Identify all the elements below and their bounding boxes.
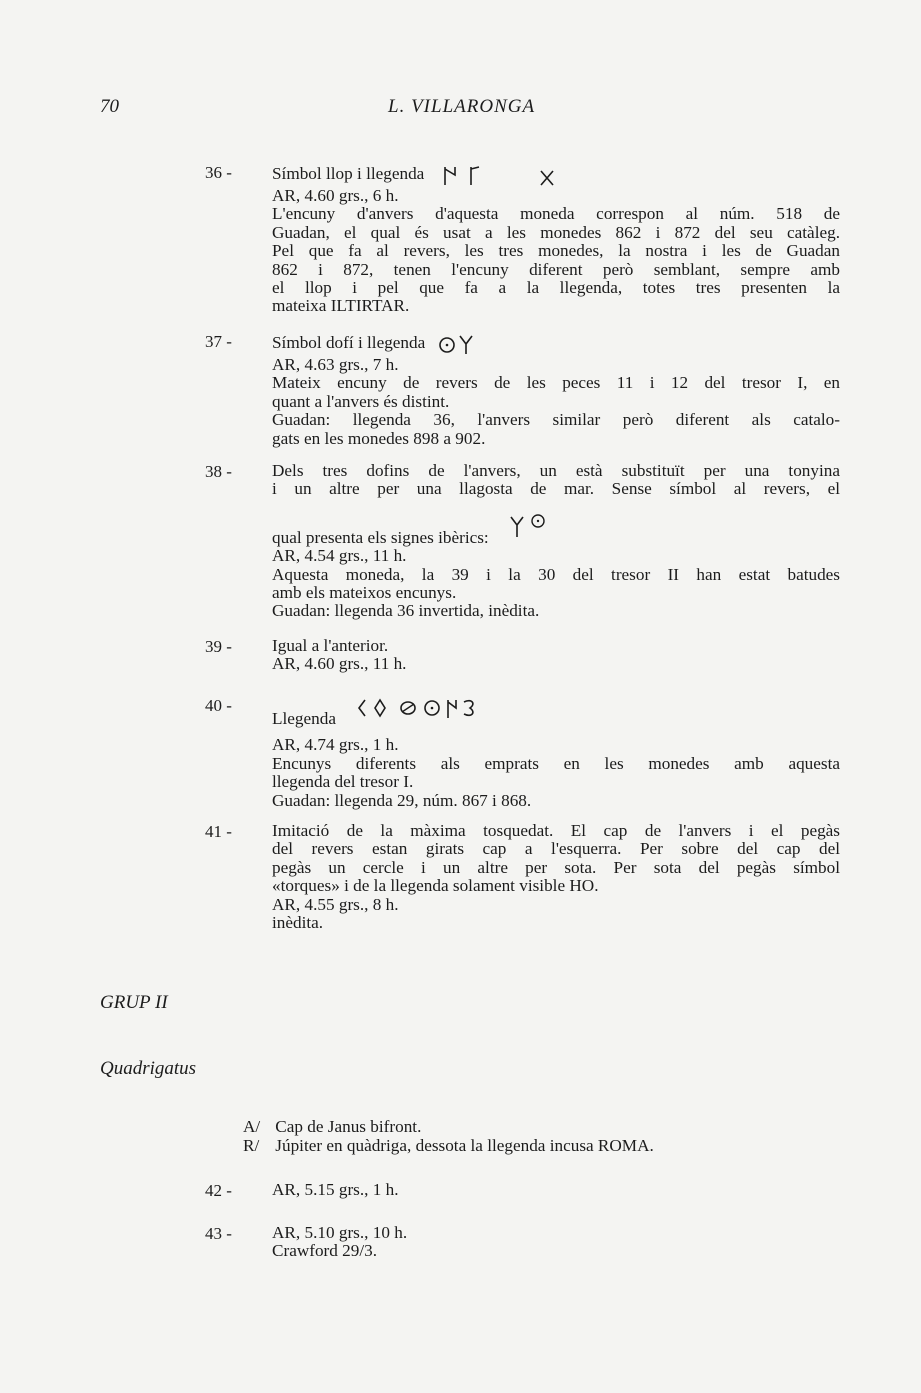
entry-line: AR, 4.74 grs., 1 h. [272, 735, 399, 755]
entry-line: llegenda del tresor I. [272, 772, 414, 792]
entry-line: Llegenda [272, 709, 336, 728]
iberian-legend-glyphs [356, 696, 526, 720]
entry-number: 36 - [205, 163, 232, 182]
iberian-legend-glyphs [443, 163, 563, 187]
entry-number: 37 - [205, 332, 232, 351]
entry-line: i un altre per una llagosta de mar. Sense símbol al revers, el [272, 479, 840, 499]
entry-line: inèdita. [272, 913, 324, 933]
entry-line: amb els mateixos encunys. [272, 583, 457, 603]
entry-line: Símbol dofí i llegenda [272, 332, 426, 352]
entry-line: Mateix encuny de revers de les peces 11 i 12 del tresor I, en [272, 373, 840, 393]
entry-line: Imitació de la màxima tosquedat. El cap de l'anvers i el pegàs [272, 821, 840, 840]
entry-line: 862 i 872, tenen l'encuny diferent però semblant, sempre amb [272, 259, 840, 279]
entry-text [272, 332, 840, 448]
entry-line: AR, 5.10 grs., 10 h. [272, 1223, 408, 1242]
entry-number: 39 - [205, 637, 232, 656]
type-text: Cap de Janus bifront. [275, 1117, 422, 1136]
entry-line: Símbol llop i llegenda [272, 163, 425, 183]
entry-number: 38 - [205, 462, 232, 481]
entry-line: Dels tres dofins de l'anvers, un està substituït per una tonyina [272, 461, 840, 480]
entry-line: Igual a l'anterior. [272, 636, 389, 655]
entry-text [272, 462, 840, 621]
entry-line: AR, 4.54 grs., 11 h. [272, 546, 407, 566]
entry-line: qual presenta els signes ibèrics: [272, 527, 489, 547]
entry-number: 42 - [205, 1181, 232, 1200]
entry-number: 41 - [205, 822, 232, 841]
entry-text [272, 163, 840, 316]
entry-line: AR, 4.60 grs., 6 h. [272, 186, 399, 205]
entry-text [272, 1224, 840, 1261]
group-title: GRUP II [100, 992, 168, 1013]
entry-line: AR, 4.63 grs., 7 h. [272, 355, 399, 374]
entry-number: 40 - [205, 696, 232, 715]
type-reverse [243, 1137, 654, 1155]
entry-line: Guadan: llegenda 29, núm. 867 i 868. [272, 790, 532, 810]
entry-line: quant a l'anvers és distint. [272, 391, 450, 411]
entry-line: «torques» i de la llegenda solament visible HO. [272, 876, 599, 896]
entry-line: AR, 5.15 grs., 1 h. [272, 1180, 399, 1199]
entry-line: el llop i pel que fa a la llegenda, totes tres presenten la [272, 278, 840, 298]
entry-line: Guadan: llegenda 36 invertida, inèdita. [272, 601, 540, 621]
entry-line: Guadan: llegenda 36, l'anvers similar però diferent als catalo- [272, 410, 840, 430]
entry-text [272, 637, 840, 674]
iberian-legend-glyphs [438, 332, 478, 356]
entry-line: Aquesta moneda, la 39 i la 30 del tresor II han estat batudes [272, 564, 840, 584]
entry-line: mateixa ILTIRTAR. [272, 296, 410, 316]
group-subtitle: Quadrigatus [100, 1058, 197, 1079]
entry-line: Encunys diferents als emprats en les monedes amb aquesta [272, 753, 840, 773]
entry-line: AR, 4.55 grs., 8 h. [272, 894, 399, 914]
entry-line: Crawford 29/3. [272, 1241, 378, 1261]
page-number: 70 [100, 96, 119, 117]
entry-text [272, 696, 840, 810]
iberian-signs-glyphs [507, 513, 547, 539]
entry-text [272, 1181, 840, 1199]
entry-number: 43 - [205, 1224, 232, 1243]
type-obverse [243, 1118, 421, 1136]
entry-line: L'encuny d'anvers d'aquesta moneda correspon al núm. 518 de [272, 204, 840, 224]
entry-line: gats en les monedes 898 a 902. [272, 428, 486, 448]
entry-text [272, 822, 840, 932]
running-header: L. VILLARONGA [388, 96, 536, 117]
entry-line: AR, 4.60 grs., 11 h. [272, 654, 407, 674]
type-text: Júpiter en quàdriga, dessota la llegenda incusa ROMA. [275, 1136, 654, 1155]
entry-line: del revers estan girats cap a l'esquerra. Per sobre del cap del [272, 839, 840, 859]
entry-line: Guadan, el qual és usat a les monedes 862 i 872 del seu catàleg. [272, 222, 840, 242]
entry-line: pegàs un cercle i un altre per sota. Per sota del pegàs símbol [272, 857, 840, 877]
type-label: A/ [243, 1117, 261, 1136]
entry-line: Pel que fa al revers, les tres monedes, la nostra i les de Guadan [272, 241, 840, 261]
type-label: R/ [243, 1136, 260, 1155]
